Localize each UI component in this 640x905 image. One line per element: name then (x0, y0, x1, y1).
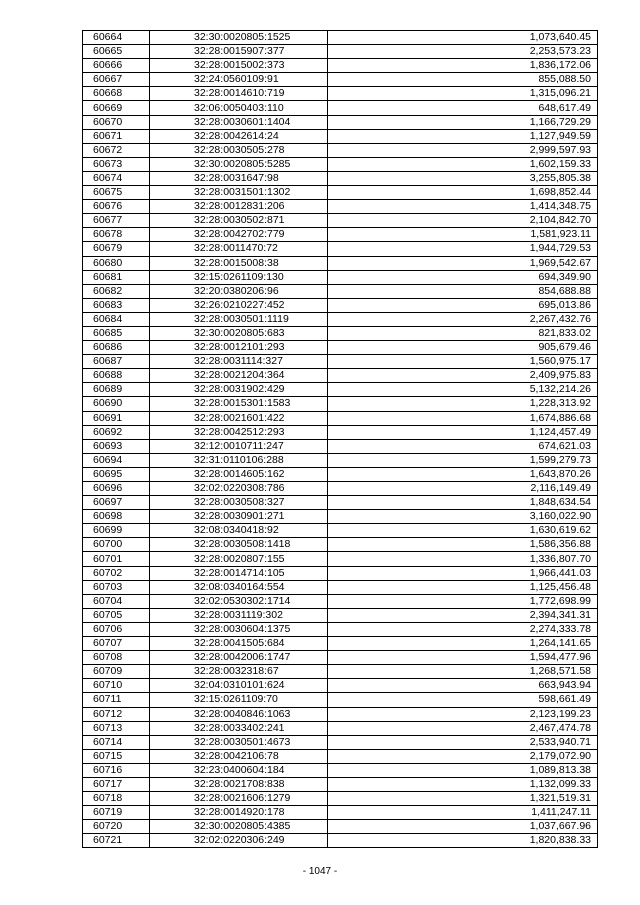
row-number-cell: 60721 (83, 834, 150, 848)
row-number-cell: 60665 (83, 45, 150, 59)
value-cell: 1,969,542.67 (328, 256, 598, 270)
value-cell: 1,643,870.26 (328, 467, 598, 481)
cadastral-number-cell: 32:28:0012831:206 (150, 200, 328, 214)
table-row (83, 312, 598, 326)
row-number-cell: 60700 (83, 538, 150, 552)
cadastral-number-cell: 32:28:0030501:4673 (150, 735, 328, 749)
table-row (83, 820, 598, 834)
cadastral-number-cell: 32:28:0031114:327 (150, 355, 328, 369)
value-cell: 1,073,640.45 (328, 31, 598, 45)
cadastral-value-table (82, 30, 598, 848)
table-row (83, 59, 598, 73)
cadastral-number-cell: 32:28:0031902:429 (150, 383, 328, 397)
row-number-cell: 60669 (83, 101, 150, 115)
cadastral-number-cell: 32:28:0042702:779 (150, 228, 328, 242)
cadastral-number-cell: 32:28:0011470:72 (150, 242, 328, 256)
value-cell: 2,274,333.78 (328, 622, 598, 636)
row-number-cell: 60695 (83, 467, 150, 481)
cadastral-number-cell: 32:20:0380206:96 (150, 284, 328, 298)
table-row (83, 679, 598, 693)
value-cell: 1,820,838.33 (328, 834, 598, 848)
value-cell: 2,179,072.90 (328, 749, 598, 763)
cadastral-number-cell: 32:28:0015008:38 (150, 256, 328, 270)
cadastral-number-cell: 32:23:0400604:184 (150, 763, 328, 777)
value-cell: 5,132,214.26 (328, 383, 598, 397)
value-cell: 1,674,886.68 (328, 411, 598, 425)
table-row (83, 228, 598, 242)
value-cell: 905,679.46 (328, 341, 598, 355)
value-cell: 1,414,348.75 (328, 200, 598, 214)
row-number-cell: 60670 (83, 115, 150, 129)
value-cell: 2,467,474.78 (328, 721, 598, 735)
table-row (83, 749, 598, 763)
value-cell: 1,127,949.59 (328, 129, 598, 143)
row-number-cell: 60664 (83, 31, 150, 45)
row-number-cell: 60709 (83, 665, 150, 679)
table-row (83, 242, 598, 256)
value-cell: 1,944,729.53 (328, 242, 598, 256)
table-row (83, 510, 598, 524)
cadastral-number-cell: 32:28:0030901:271 (150, 510, 328, 524)
table-row (83, 256, 598, 270)
row-number-cell: 60676 (83, 200, 150, 214)
table-row (83, 763, 598, 777)
cadastral-number-cell: 32:26:0210227:452 (150, 298, 328, 312)
row-number-cell: 60677 (83, 214, 150, 228)
cadastral-number-cell: 32:15:0261109:130 (150, 270, 328, 284)
row-number-cell: 60716 (83, 763, 150, 777)
value-cell: 648,617.49 (328, 101, 598, 115)
table-row (83, 425, 598, 439)
cadastral-number-cell: 32:30:0020805:5285 (150, 157, 328, 171)
cadastral-number-cell: 32:28:0042614:24 (150, 129, 328, 143)
value-cell: 2,116,149.49 (328, 482, 598, 496)
value-cell: 3,255,805.38 (328, 171, 598, 185)
cadastral-number-cell: 32:28:0030601:1404 (150, 115, 328, 129)
value-cell: 1,132,099.33 (328, 777, 598, 791)
row-number-cell: 60684 (83, 312, 150, 326)
cadastral-number-cell: 32:31:0110106:288 (150, 453, 328, 467)
value-cell: 2,409,975.83 (328, 369, 598, 383)
table-row (83, 157, 598, 171)
row-number-cell: 60692 (83, 425, 150, 439)
value-cell: 821,833.02 (328, 326, 598, 340)
table-row (83, 101, 598, 115)
cadastral-number-cell: 32:02:0220308:786 (150, 482, 328, 496)
table-row (83, 326, 598, 340)
row-number-cell: 60672 (83, 143, 150, 157)
table-row (83, 186, 598, 200)
table-row (83, 806, 598, 820)
table-row (83, 397, 598, 411)
value-cell: 1,268,571.58 (328, 665, 598, 679)
cadastral-number-cell: 32:28:0021606:1279 (150, 792, 328, 806)
cadastral-number-cell: 32:30:0020805:1525 (150, 31, 328, 45)
cadastral-number-cell: 32:30:0020805:4385 (150, 820, 328, 834)
value-cell: 3,160,022.90 (328, 510, 598, 524)
table-row (83, 115, 598, 129)
row-number-cell: 60682 (83, 284, 150, 298)
row-number-cell: 60706 (83, 622, 150, 636)
value-cell: 1,602,159.33 (328, 157, 598, 171)
cadastral-number-cell: 32:28:0030604:1375 (150, 622, 328, 636)
cadastral-number-cell: 32:28:0020807:155 (150, 552, 328, 566)
table-row (83, 467, 598, 481)
value-cell: 1,698,852.44 (328, 186, 598, 200)
value-cell: 1,264,141.65 (328, 637, 598, 651)
cadastral-number-cell: 32:28:0042106:78 (150, 749, 328, 763)
cadastral-number-cell: 32:28:0030501:1119 (150, 312, 328, 326)
row-number-cell: 60689 (83, 383, 150, 397)
row-number-cell: 60713 (83, 721, 150, 735)
table-body (83, 31, 598, 848)
table-row (83, 341, 598, 355)
row-number-cell: 60711 (83, 693, 150, 707)
table-row (83, 129, 598, 143)
table-row (83, 566, 598, 580)
cadastral-number-cell: 32:28:0030508:1418 (150, 538, 328, 552)
row-number-cell: 60707 (83, 637, 150, 651)
table-row (83, 453, 598, 467)
row-number-cell: 60675 (83, 186, 150, 200)
row-number-cell: 60704 (83, 594, 150, 608)
cadastral-number-cell: 32:15:0261109:70 (150, 693, 328, 707)
table-row (83, 369, 598, 383)
cadastral-number-cell: 32:28:0031119:302 (150, 608, 328, 622)
row-number-cell: 60694 (83, 453, 150, 467)
cadastral-number-cell: 32:28:0015002:373 (150, 59, 328, 73)
row-number-cell: 60685 (83, 326, 150, 340)
value-cell: 1,630,619.62 (328, 524, 598, 538)
row-number-cell: 60691 (83, 411, 150, 425)
row-number-cell: 60701 (83, 552, 150, 566)
table-row (83, 439, 598, 453)
row-number-cell: 60686 (83, 341, 150, 355)
value-cell: 2,533,940.71 (328, 735, 598, 749)
value-cell: 2,999,597.93 (328, 143, 598, 157)
cadastral-number-cell: 32:28:0021204:364 (150, 369, 328, 383)
cadastral-number-cell: 32:28:0015907:377 (150, 45, 328, 59)
value-cell: 1,586,356.88 (328, 538, 598, 552)
table-row (83, 143, 598, 157)
cadastral-number-cell: 32:02:0220306:249 (150, 834, 328, 848)
table-row (83, 214, 598, 228)
table-row (83, 524, 598, 538)
row-number-cell: 60717 (83, 777, 150, 791)
cadastral-number-cell: 32:28:0014714:105 (150, 566, 328, 580)
row-number-cell: 60698 (83, 510, 150, 524)
value-cell: 1,836,172.06 (328, 59, 598, 73)
value-cell: 1,594,477.96 (328, 651, 598, 665)
table-row (83, 31, 598, 45)
cadastral-number-cell: 32:28:0014610:719 (150, 87, 328, 101)
table-row (83, 608, 598, 622)
value-cell: 1,321,519.31 (328, 792, 598, 806)
row-number-cell: 60673 (83, 157, 150, 171)
row-number-cell: 60718 (83, 792, 150, 806)
row-number-cell: 60667 (83, 73, 150, 87)
cadastral-number-cell: 32:28:0042006:1747 (150, 651, 328, 665)
value-cell: 695,013.86 (328, 298, 598, 312)
table-row (83, 87, 598, 101)
table-row (83, 482, 598, 496)
table-row (83, 383, 598, 397)
row-number-cell: 60680 (83, 256, 150, 270)
row-number-cell: 60668 (83, 87, 150, 101)
value-cell: 1,560,975.17 (328, 355, 598, 369)
value-cell: 1,336,807.70 (328, 552, 598, 566)
table-row (83, 665, 598, 679)
table-row (83, 707, 598, 721)
value-cell: 854,688.88 (328, 284, 598, 298)
row-number-cell: 60710 (83, 679, 150, 693)
cadastral-number-cell: 32:24:0560109:91 (150, 73, 328, 87)
table-row (83, 171, 598, 185)
cadastral-number-cell: 32:28:0033402:241 (150, 721, 328, 735)
row-number-cell: 60703 (83, 580, 150, 594)
row-number-cell: 60719 (83, 806, 150, 820)
cadastral-number-cell: 32:08:0340164:554 (150, 580, 328, 594)
row-number-cell: 60697 (83, 496, 150, 510)
row-number-cell: 60674 (83, 171, 150, 185)
table-row (83, 721, 598, 735)
value-cell: 1,772,698.99 (328, 594, 598, 608)
cadastral-number-cell: 32:28:0015301:1583 (150, 397, 328, 411)
value-cell: 598,661.49 (328, 693, 598, 707)
table-row (83, 792, 598, 806)
value-cell: 694,349.90 (328, 270, 598, 284)
value-cell: 1,581,923.11 (328, 228, 598, 242)
row-number-cell: 60666 (83, 59, 150, 73)
table-row (83, 637, 598, 651)
row-number-cell: 60702 (83, 566, 150, 580)
row-number-cell: 60720 (83, 820, 150, 834)
cadastral-number-cell: 32:28:0030502:871 (150, 214, 328, 228)
row-number-cell: 60712 (83, 707, 150, 721)
cadastral-number-cell: 32:28:0014920:178 (150, 806, 328, 820)
table-row (83, 594, 598, 608)
table-row (83, 735, 598, 749)
value-cell: 2,123,199.23 (328, 707, 598, 721)
table-row (83, 298, 598, 312)
cadastral-number-cell: 32:28:0041505:684 (150, 637, 328, 651)
value-cell: 2,267,432.76 (328, 312, 598, 326)
value-cell: 1,125,456.48 (328, 580, 598, 594)
row-number-cell: 60679 (83, 242, 150, 256)
row-number-cell: 60693 (83, 439, 150, 453)
table-row (83, 622, 598, 636)
row-number-cell: 60715 (83, 749, 150, 763)
row-number-cell: 60683 (83, 298, 150, 312)
row-number-cell: 60705 (83, 608, 150, 622)
cadastral-number-cell: 32:02:0530302:1714 (150, 594, 328, 608)
cadastral-number-cell: 32:28:0031647:98 (150, 171, 328, 185)
cadastral-number-cell: 32:28:0012101:293 (150, 341, 328, 355)
table-row (83, 580, 598, 594)
cadastral-number-cell: 32:04:0310101:624 (150, 679, 328, 693)
table-row (83, 355, 598, 369)
value-cell: 1,124,457.49 (328, 425, 598, 439)
cadastral-number-cell: 32:12:0010711:247 (150, 439, 328, 453)
value-cell: 1,228,313.92 (328, 397, 598, 411)
table-row (83, 496, 598, 510)
value-cell: 2,394,341.31 (328, 608, 598, 622)
value-cell: 2,253,573.23 (328, 45, 598, 59)
table-row (83, 45, 598, 59)
value-cell: 1,315,096.21 (328, 87, 598, 101)
cadastral-number-cell: 32:06:0050403:110 (150, 101, 328, 115)
table-row (83, 200, 598, 214)
row-number-cell: 60688 (83, 369, 150, 383)
row-number-cell: 60690 (83, 397, 150, 411)
cadastral-number-cell: 32:28:0031501:1302 (150, 186, 328, 200)
table-row (83, 73, 598, 87)
cadastral-number-cell: 32:28:0021708:838 (150, 777, 328, 791)
value-cell: 1,848,634.54 (328, 496, 598, 510)
cadastral-number-cell: 32:28:0014605:162 (150, 467, 328, 481)
value-cell: 1,089,813.38 (328, 763, 598, 777)
cadastral-number-cell: 32:08:0340418:92 (150, 524, 328, 538)
table-row (83, 693, 598, 707)
value-cell: 1,411,247.11 (328, 806, 598, 820)
table-row (83, 284, 598, 298)
table-row (83, 777, 598, 791)
cadastral-number-cell: 32:28:0042512:293 (150, 425, 328, 439)
value-cell: 855,088.50 (328, 73, 598, 87)
cadastral-number-cell: 32:28:0021601:422 (150, 411, 328, 425)
value-cell: 663,943.94 (328, 679, 598, 693)
cadastral-number-cell: 32:28:0030508:327 (150, 496, 328, 510)
table-row (83, 834, 598, 848)
table-row (83, 552, 598, 566)
cadastral-number-cell: 32:30:0020805:683 (150, 326, 328, 340)
row-number-cell: 60696 (83, 482, 150, 496)
value-cell: 2,104,842.70 (328, 214, 598, 228)
value-cell: 674,621.03 (328, 439, 598, 453)
value-cell: 1,599,279.73 (328, 453, 598, 467)
row-number-cell: 60699 (83, 524, 150, 538)
row-number-cell: 60714 (83, 735, 150, 749)
row-number-cell: 60678 (83, 228, 150, 242)
value-cell: 1,037,667.96 (328, 820, 598, 834)
table-row (83, 270, 598, 284)
cadastral-number-cell: 32:28:0040846:1063 (150, 707, 328, 721)
cadastral-number-cell: 32:28:0030505:278 (150, 143, 328, 157)
table-row (83, 411, 598, 425)
value-cell: 1,166,729.29 (328, 115, 598, 129)
row-number-cell: 60687 (83, 355, 150, 369)
row-number-cell: 60681 (83, 270, 150, 284)
page-number: - 1047 - (302, 866, 338, 877)
row-number-cell: 60671 (83, 129, 150, 143)
table-row (83, 538, 598, 552)
table-row (83, 651, 598, 665)
value-cell: 1,966,441.03 (328, 566, 598, 580)
row-number-cell: 60708 (83, 651, 150, 665)
cadastral-number-cell: 32:28:0032318:67 (150, 665, 328, 679)
